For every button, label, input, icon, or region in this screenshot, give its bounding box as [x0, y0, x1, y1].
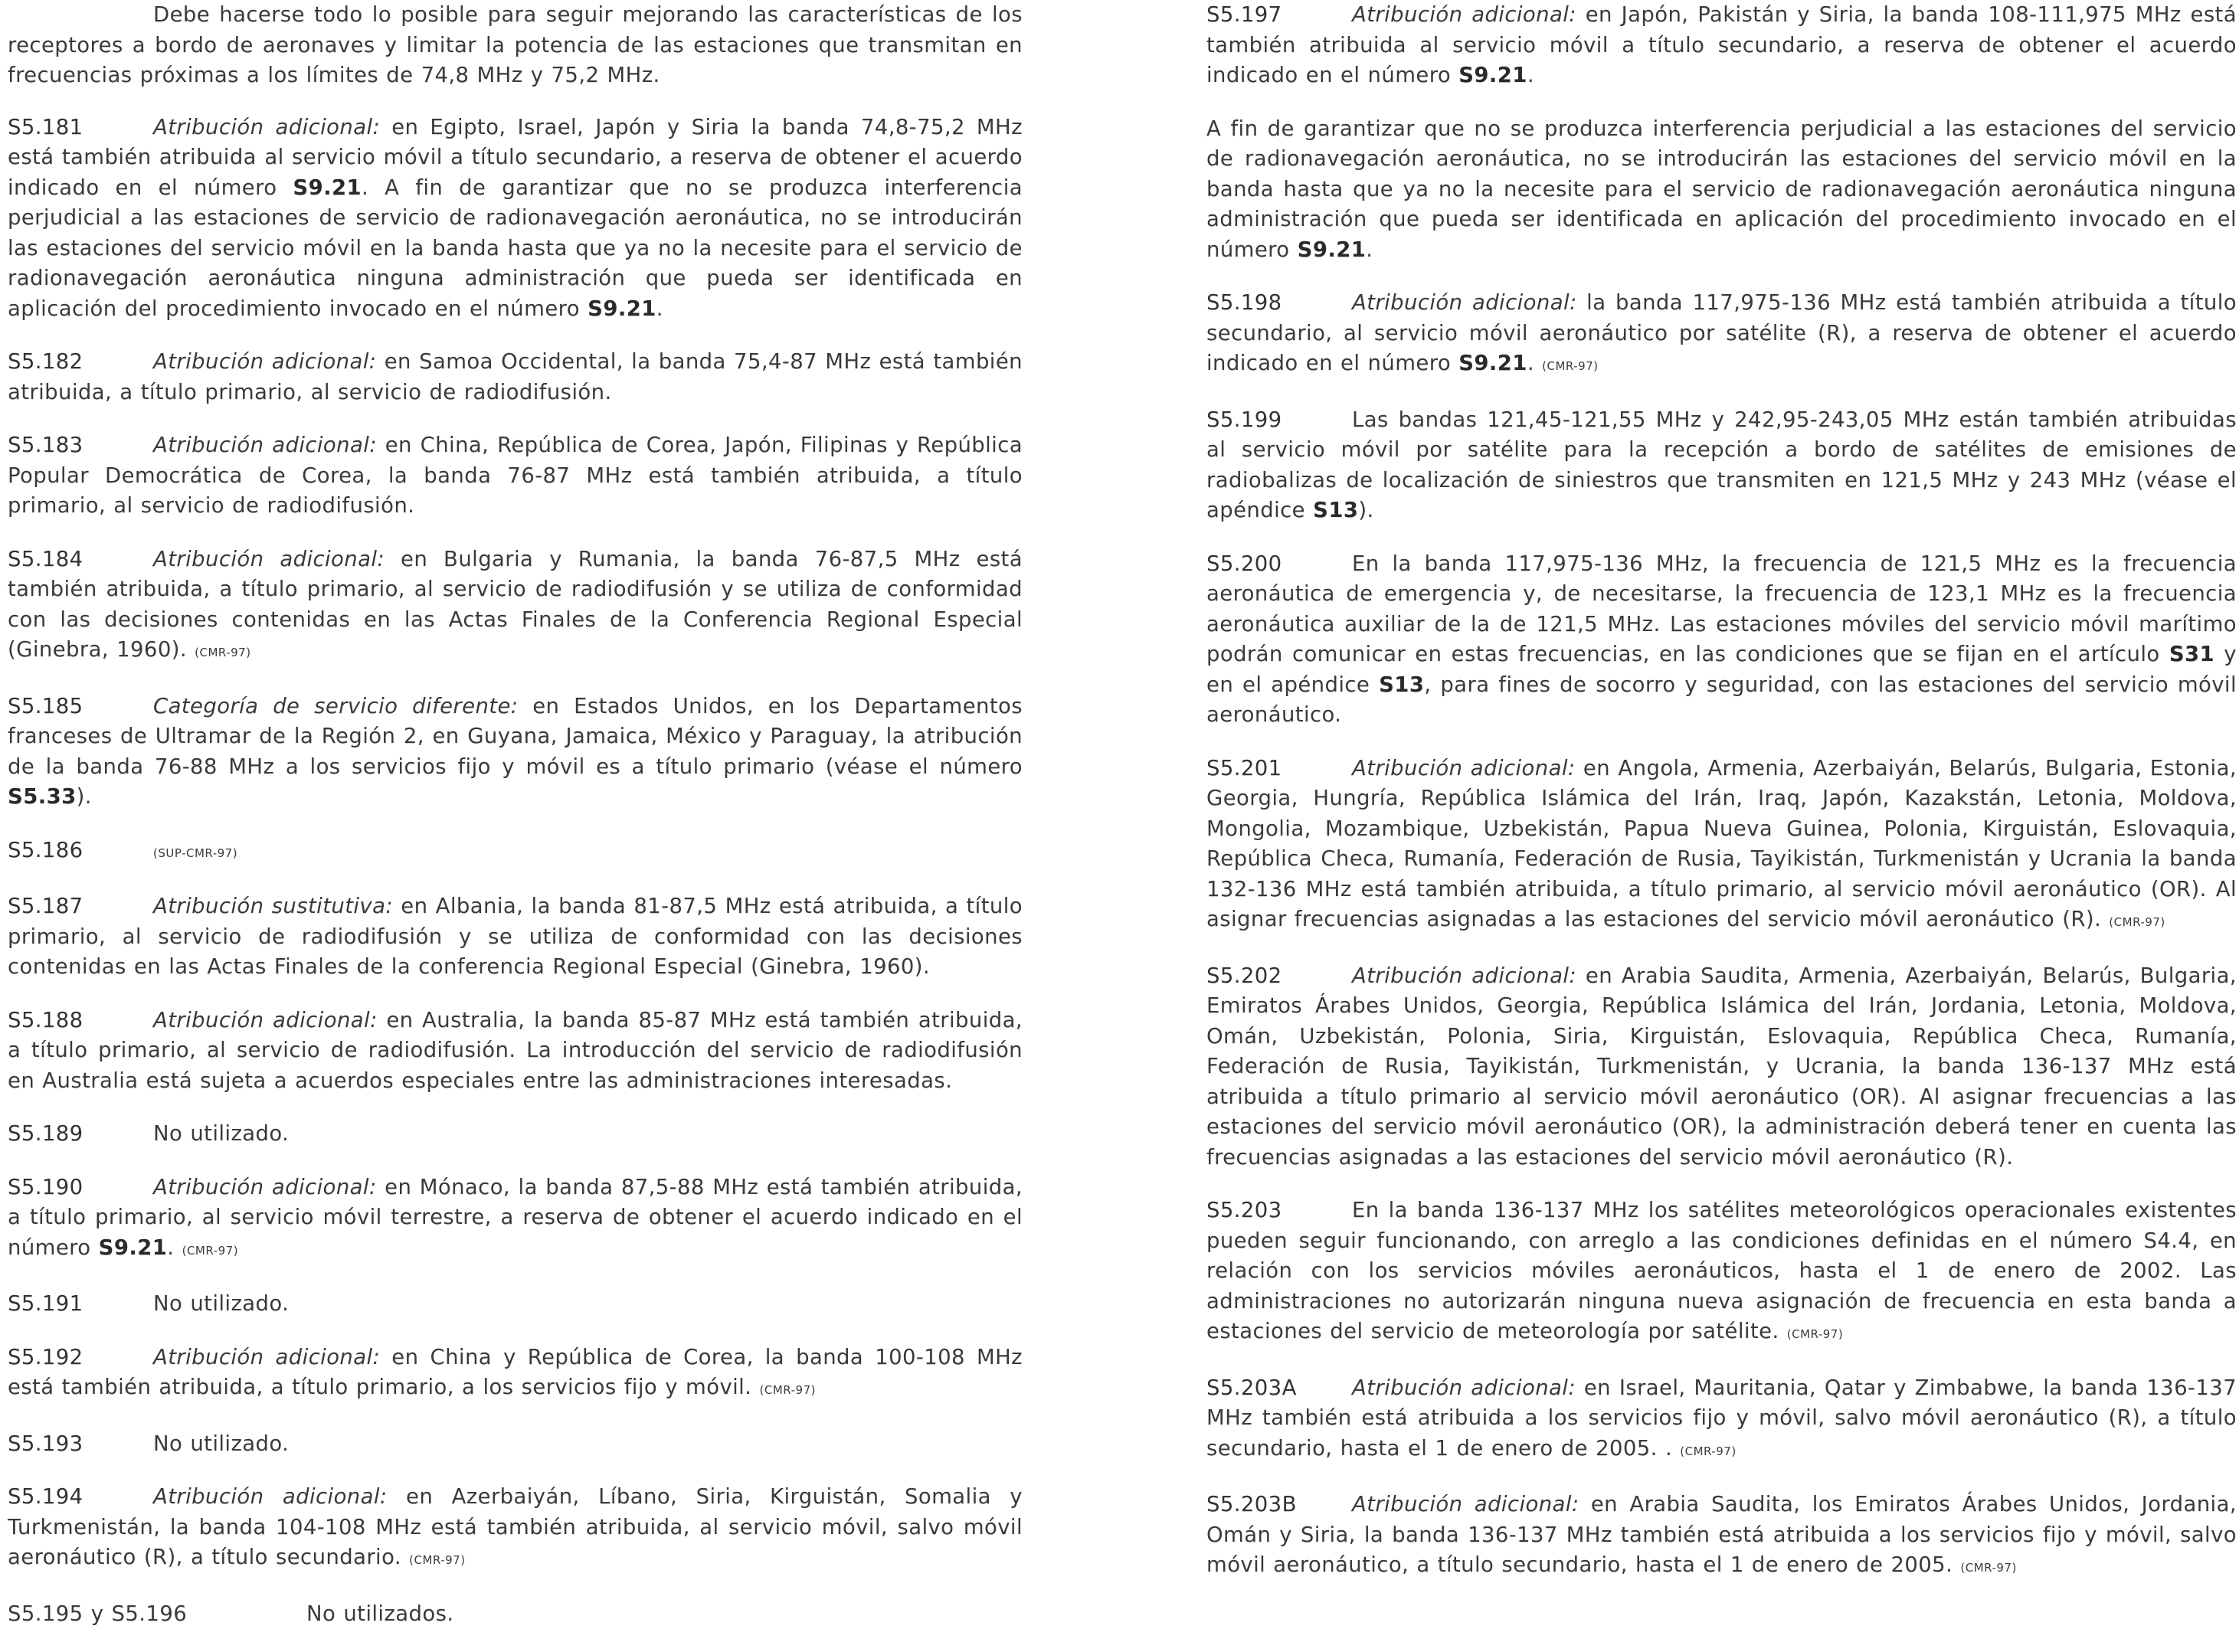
revision-note: (CMR-97) — [182, 1243, 239, 1258]
footnote-text: No utilizados. — [306, 1601, 454, 1626]
footnote-tag: Atribución adicional: — [153, 1484, 388, 1509]
cross-reference: S9.21 — [1458, 63, 1527, 87]
revision-note: (CMR-97) — [759, 1383, 816, 1397]
footnote-tag: Atribución adicional: — [1352, 963, 1577, 988]
intro-paragraph — [8, 0, 1023, 91]
footnote-text: ). — [76, 784, 92, 809]
footnote-text: . A fin de garantizar que no se produzca interferencia perjudicial a las estaciones de servicio de radionavegación aeronáutica, no se introducirán las estaciones del servicio móvil en la banda hasta que ya no la necesite para el servicio de radionavegación aeronáutica ninguna administración que pueda ser identificada en aplicación del procedimiento invocado en el número — [8, 175, 1023, 321]
footnote-text: en China, República de Corea, Japón, Filipinas y República Popular Democrática de Corea, la banda 76-87 MHz está también atribuida, a título primario, al servicio de radiodifusión. — [8, 433, 1023, 518]
footnote-tag: Atribución adicional: — [153, 349, 377, 374]
cross-reference: S9.21 — [1297, 237, 1367, 262]
revision-note: (CMR-97) — [2109, 915, 2165, 929]
footnote-s5-186 — [8, 836, 1023, 869]
footnote-text: en Arabia Saudita, los Emiratos Árabes Unidos, Jordania, Omán y Siria, la banda 136-137 MHz también está atribuida a los servicios fijo y móvil, salvo móvil aeronáutico, a título secundario, hasta el 1 de enero de 2005. — [1206, 1492, 2237, 1577]
footnote-number: S5.201 — [1206, 755, 1282, 780]
footnote-s5-185 — [8, 692, 1023, 813]
footnote-text: No utilizado. — [153, 1121, 290, 1146]
footnote-tag: Atribución adicional: — [1352, 1375, 1576, 1400]
revision-note: (CMR-97) — [1960, 1561, 2017, 1575]
footnote-text: . — [167, 1235, 175, 1260]
footnote-s5-201 — [1206, 754, 2237, 938]
footnote-number: S5.199 — [1206, 407, 1282, 432]
footnote-number: S5.203A — [1206, 1375, 1297, 1400]
footnote-text: en Angola, Armenia, Azerbaiyán, Belarús, Bulgaria, Estonia, Georgia, Hungría, República Islámica del Irán, Iraq, Japón, Kazakstán, Letonia, Moldova, Mongolia, Mozambique, Uzbekistán, Papua Nueva Guinea, Polonia, Kirguistán, Eslovaquia, República Checa, Rumanía, Federación de Rusia, Tayikistán, Turkmenistán y Ucrania la banda 132-136 MHz está también atribuida, a título primario, al servicio móvil aeronáutico (OR). Al asignar frecuencias asignadas a las estaciones del servicio móvil aeronáutico (R). — [1206, 755, 2237, 931]
footnote-s5-181 — [8, 113, 1023, 325]
footnote-number: S5.192 — [8, 1344, 83, 1369]
footnote-number: S5.191 — [8, 1291, 83, 1316]
footnote-s5-203b — [1206, 1490, 2237, 1584]
footnote-text: . — [656, 296, 663, 321]
revision-note: (SUP-CMR-97) — [153, 846, 238, 860]
cross-reference: S31 — [2169, 642, 2215, 666]
footnote-text: Las bandas 121,45-121,55 MHz y 242,95-243,05 MHz están también atribuidas al servicio móvil por satélite para la recepción a bordo de satélites de emisiones de radiobalizas de localización de siniestros que transmiten en 121,5 MHz y 243 MHz (véase el apéndice — [1206, 407, 2237, 522]
cross-reference: S5.33 — [8, 784, 77, 809]
revision-note: (CMR-97) — [1680, 1444, 1737, 1458]
footnote-tag: Atribución adicional: — [153, 433, 377, 457]
footnote-tag: Atribución adicional: — [1352, 2, 1576, 27]
footnote-number: S5.184 — [8, 546, 83, 571]
footnote-tag: Atribución adicional: — [1352, 290, 1577, 315]
footnote-text: en Israel, Mauritania, Qatar y Zimbabwe, la banda 136-137 MHz también está atribuida a los servicios fijo y móvil, salvo móvil aeronáutico (R), a título secundario, hasta el 1 de enero de 2005. . — [1206, 1375, 2237, 1461]
footnote-text: en China y República de Corea, la banda 100-108 MHz está también atribuida, a título primario, a los servicios fijo y móvil. — [8, 1344, 1023, 1399]
cross-reference: S9.21 — [293, 175, 362, 200]
footnote-s5-203a — [1206, 1373, 2237, 1467]
footnote-s5-189 — [8, 1119, 1023, 1150]
footnote-text: en Bulgaria y Rumania, la banda 76-87,5 MHz está también atribuida, a título primario, al servicio de radiodifusión y se utiliza de conformidad con las decisiones contenidas en las Actas Finales de la Conferencia Regional Especial (Ginebra, 1960). — [8, 546, 1023, 662]
footnote-s5-193 — [8, 1429, 1023, 1460]
footnote-text: . — [1527, 351, 1534, 375]
footnote-text: En la banda 117,975-136 MHz, la frecuencia de 121,5 MHz es la frecuencia aeronáutica de emergencia y, de necesitarse, la frecuencia de 123,1 MHz es la frecuencia aeronáutica auxiliar de la de 121,5 MHz. Las estaciones móviles del servicio móvil marítimo podrán comunicar en estas frecuencias, en las condiciones que se fijan en el artículo — [1206, 551, 2237, 666]
revision-note: (CMR-97) — [1786, 1327, 1844, 1341]
right-column — [1206, 0, 2237, 1607]
footnote-text: en Japón, Pakistán y Siria, la banda 108-111,975 MHz está también atribuida al servicio móvil a título secundario, a reserva de obtener el acuerdo indicado en el número — [1206, 2, 2237, 87]
footnote-number: S5.194 — [8, 1484, 83, 1509]
footnote-tag: Atribución adicional: — [153, 1344, 381, 1369]
footnote-tag: Atribución adicional: — [153, 1174, 377, 1199]
footnote-s5-184 — [8, 545, 1023, 669]
footnote-number: S5.198 — [1206, 290, 1282, 315]
footnote-tag: Atribución adicional: — [153, 114, 381, 139]
footnote-s5-195-196 — [8, 1599, 1023, 1630]
footnote-number: S5.185 — [8, 693, 83, 718]
footnote-text: No utilizado. — [153, 1431, 290, 1456]
footnote-tag: Categoría de servicio diferente: — [153, 693, 519, 718]
footnote-tag: Atribución adicional: — [153, 546, 385, 571]
footnote-s5-183 — [8, 430, 1023, 522]
footnote-number: S5.181 — [8, 114, 83, 139]
footnote-text: en Mónaco, la banda 87,5-88 MHz está también atribuida, a título primario, al servicio móvil terrestre, a reserva de obtener el acuerdo indicado en el número — [8, 1174, 1023, 1260]
footnote-s5-198 — [1206, 288, 2237, 382]
cross-reference: S9.21 — [98, 1235, 168, 1260]
footnote-number: S5.183 — [8, 433, 83, 457]
footnote-tag: Atribución adicional: — [153, 1007, 378, 1032]
footnote-text: No utilizado. — [153, 1291, 290, 1316]
footnote-text: . — [1527, 63, 1534, 87]
cross-reference: S9.21 — [1458, 351, 1527, 375]
footnote-number: S5.193 — [8, 1431, 83, 1456]
footnote-s5-194 — [8, 1482, 1023, 1576]
revision-note: (CMR-97) — [195, 646, 251, 659]
footnote-s5-203 — [1206, 1196, 2237, 1350]
footnote-text: , para fines de socorro y seguridad, con las estaciones del servicio móvil aeronáutico. — [1206, 672, 2237, 727]
footnote-number: S5.203 — [1206, 1198, 1282, 1222]
footnote-number: S5.186 — [8, 837, 83, 862]
footnote-s5-191 — [8, 1289, 1023, 1320]
footnote-number: S5.195 y S5.196 — [8, 1601, 188, 1626]
footnote-text: la banda 117,975-136 MHz está también atribuida a título secundario, al servicio móvil aeronáutico por satélite (R), a reserva de obtener el acuerdo indicado en el número — [1206, 290, 2237, 375]
paragraph-text: Debe hacerse todo lo posible para seguir mejorando las características de los receptores a bordo de aeronaves y limitar la potencia de las estaciones que transmitan en frecuencias próximas a los límites de 74,8 MHz y 75,2 MHz. — [8, 2, 1023, 87]
footnote-text: en Azerbaiyán, Líbano, Siria, Kirguistán, Somalia y Turkmenistán, la banda 104-108 MHz está también atribuida, al servicio móvil, salvo móvil aeronáutico (R), a título secundario. — [8, 1484, 1023, 1569]
cross-reference: S9.21 — [588, 296, 656, 321]
cross-reference: S13 — [1313, 498, 1359, 522]
footnote-text: y en el apéndice — [1206, 642, 2237, 697]
footnote-s5-197 — [1206, 0, 2237, 91]
footnote-s5-188 — [8, 1006, 1023, 1097]
footnote-s5-199 — [1206, 405, 2237, 526]
footnote-text: en Egipto, Israel, Japón y Siria la banda 74,8-75,2 MHz está también atribuida al servicio móvil a título secundario, a reserva de obtener el acuerdo indicado en el número — [8, 114, 1023, 200]
footnote-tag: Atribución adicional: — [1352, 1492, 1579, 1516]
footnote-number: S5.203B — [1206, 1492, 1297, 1516]
footnote-number: S5.182 — [8, 349, 83, 374]
footnote-text: en Australia, la banda 85-87 MHz está también atribuida, a título primario, al servicio de radiodifusión. La introducción del servicio de radiodifusión en Australia está sujeta a acuerdos especiales entre las administraciones interesadas. — [8, 1007, 1023, 1093]
footnote-text: ). — [1358, 498, 1374, 522]
left-column — [8, 0, 1023, 1652]
footnote-s5-202 — [1206, 961, 2237, 1173]
footnote-number: S5.190 — [8, 1174, 83, 1199]
revision-note: (CMR-97) — [409, 1553, 466, 1567]
footnote-number: S5.187 — [8, 894, 83, 918]
footnote-text: en Albania, la banda 81-87,5 MHz está atribuida, a título primario, al servicio de radiodifusión y se utiliza de conformidad con las decisiones contenidas en las Actas Finales de la conferencia Regional Especial (Ginebra, 1960). — [8, 894, 1023, 979]
footnote-number: S5.189 — [8, 1121, 83, 1146]
footnote-s5-187 — [8, 891, 1023, 983]
footnote-number: S5.188 — [8, 1007, 83, 1032]
footnote-text: . — [1366, 237, 1373, 262]
footnote-number: S5.202 — [1206, 963, 1282, 988]
footnote-number: S5.197 — [1206, 2, 1282, 27]
footnote-text: En la banda 136-137 MHz los satélites meteorológicos operacionales existentes pueden seguir funcionando, con arreglo a las condiciones definidas en el número S4.4, en relación con los servicios móviles aeronáuticos, hasta el 1 de enero de 2002. Las administraciones no autorizarán ninguna nueva asignación de frecuencia en esta banda a estaciones del servicio de meteorología por satélite. — [1206, 1198, 2237, 1343]
footnote-tag: Atribución sustitutiva: — [153, 894, 394, 918]
footnote-s5-192 — [8, 1343, 1023, 1406]
footnote-tag: Atribución adicional: — [1352, 755, 1576, 780]
footnote-text: en Arabia Saudita, Armenia, Azerbaiyán, Belarús, Bulgaria, Emiratos Árabes Unidos, Georgia, República Islámica del Irán, Jordania, Letonia, Moldova, Omán, Uzbekistán, Polonia, Siria, Kirguistán, Eslovaquia, República Checa, Rumanía, Federación de Rusia, Tayikistán, Turkmenistán, y Ucrania, la banda 136-137 MHz está atribuida a título primario al servicio móvil aeronáutico (OR). Al asignar frecuencias a las estaciones del servicio móvil aeronáutico (OR), la administración deberá tener en cuenta las frecuencias asignadas a las estaciones del servicio móvil aeronáutico (R). — [1206, 963, 2237, 1169]
footnote-s5-197-continued — [1206, 114, 2237, 266]
footnote-text: A fin de garantizar que no se produzca interferencia perjudicial a las estaciones del servicio de radionavegación aeronáutica, no se introducirán las estaciones del servicio móvil en la banda hasta que ya no la necesite para el servicio de radionavegación aeronáutica ninguna administración que pueda ser identificada en aplicación del procedimiento invocado en el número — [1206, 116, 2237, 262]
footnote-text: en Samoa Occidental, la banda 75,4-87 MHz está también atribuida, a título primario, al servicio de radiodifusión. — [8, 349, 1023, 404]
footnote-text: en Estados Unidos, en los Departamentos franceses de Ultramar de la Región 2, en Guyana, Jamaica, México y Paraguay, la atribución de la banda 76-88 MHz a los servicios fijo y móvil es a título primario (véase el número — [8, 693, 1023, 779]
footnote-s5-182 — [8, 347, 1023, 407]
footnote-number: S5.200 — [1206, 551, 1282, 576]
cross-reference: S13 — [1379, 672, 1425, 697]
revision-note: (CMR-97) — [1542, 359, 1599, 373]
footnote-s5-190 — [8, 1173, 1023, 1267]
footnote-s5-200 — [1206, 549, 2237, 731]
